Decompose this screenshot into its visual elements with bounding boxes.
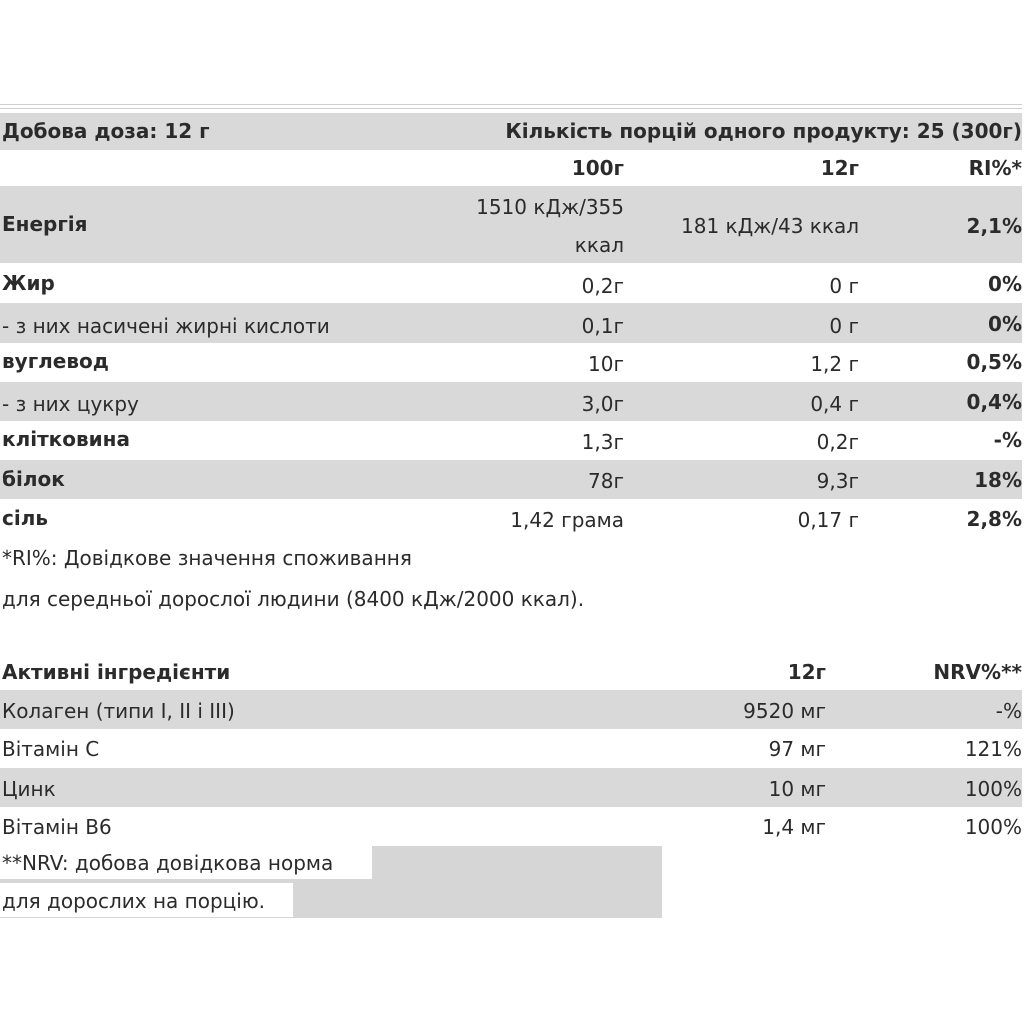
nutrient-per100: 0,1г xyxy=(581,314,624,338)
ingredient-nrv: 121% xyxy=(964,737,1022,761)
nutrient-per-serving: 1,2 г xyxy=(810,352,859,376)
ingredient-name: Цинк xyxy=(2,777,56,801)
nutrient-name: білок xyxy=(2,467,65,491)
col-per-serving: 12г xyxy=(820,156,859,180)
nutrient-per100: 1,3г xyxy=(581,430,624,454)
nutrient-per100: 10г xyxy=(588,352,624,376)
nutrient-name: клітковина xyxy=(2,427,130,451)
top-divider xyxy=(0,104,1022,105)
nutrient-per-serving: 0,2г xyxy=(816,430,859,454)
table-row xyxy=(0,807,1022,846)
col-amount: 12г xyxy=(787,660,826,684)
nutrient-per100: 78г xyxy=(588,469,624,493)
col-nrv: NRV%** xyxy=(933,660,1022,684)
nutrient-ri: 18% xyxy=(974,468,1022,492)
table-row xyxy=(0,690,1022,729)
ingredients-header-row xyxy=(0,652,1022,690)
nrv-footnote-line2: для дорослих на порцію. xyxy=(2,889,266,913)
energy-name: Енергія xyxy=(2,212,88,236)
nutrient-per100: 3,0г xyxy=(581,392,624,416)
ingredient-amount: 97 мг xyxy=(768,737,826,761)
table-row xyxy=(0,729,1022,768)
nutrient-ri: 0,5% xyxy=(966,350,1022,374)
energy-per-serving: 181 кДж/43 ккал xyxy=(681,214,859,238)
table-row xyxy=(0,499,1022,538)
table-row xyxy=(0,343,1022,382)
ingredient-amount: 1,4 мг xyxy=(762,815,826,839)
daily-dose-label: Добова доза: 12 г xyxy=(2,119,210,143)
energy-per100-line2: ккал xyxy=(574,233,624,257)
nrv-footnote-line1: **NRV: добова довідкова норма xyxy=(2,851,334,875)
ingredients-title: Активні інгредієнти xyxy=(2,660,231,684)
ingredient-nrv: 100% xyxy=(964,815,1022,839)
ingredient-name: Колаген (типи I, II і III) xyxy=(2,699,235,723)
top-divider xyxy=(0,108,1022,109)
ri-footnote-line2: для середньої дорослої людини (8400 кДж/2000 ккал). xyxy=(2,587,585,611)
table-row xyxy=(0,263,1022,303)
table-row xyxy=(0,460,1022,499)
table-row xyxy=(0,382,1022,421)
ri-footnote-line1: *RI%: Довідкове значення споживання xyxy=(2,546,412,570)
nutrition-column-header xyxy=(0,150,1022,186)
col-ri: RI%* xyxy=(968,156,1022,180)
nutrient-name: Жир xyxy=(2,271,55,295)
ingredient-name: Вітамін B6 xyxy=(2,815,112,839)
nutrition-header-row xyxy=(0,113,1022,150)
nutrient-per-serving: 9,3г xyxy=(816,469,859,493)
table-row xyxy=(0,421,1022,460)
nutrient-name: сіль xyxy=(2,506,49,530)
nutrient-ri: 0% xyxy=(988,312,1022,336)
nutrient-per-serving: 0,17 г xyxy=(797,508,859,532)
table-row xyxy=(0,303,1022,343)
nutrient-ri: 2,8% xyxy=(966,507,1022,531)
nutrient-ri: -% xyxy=(993,428,1022,452)
nutrient-per100: 0,2г xyxy=(581,274,624,298)
servings-count-label: Кількість порцій одного продукту: 25 (300г) xyxy=(505,119,1022,143)
ingredient-name: Вітамін C xyxy=(2,737,100,761)
ingredient-nrv: 100% xyxy=(964,777,1022,801)
nutrient-name: - з них цукру xyxy=(2,392,139,416)
ingredient-amount: 10 мг xyxy=(768,777,826,801)
ingredient-amount: 9520 мг xyxy=(743,699,826,723)
nutrient-name: - з них насичені жирні кислоти xyxy=(2,314,330,338)
col-per100: 100г xyxy=(571,156,624,180)
energy-row xyxy=(0,186,1022,263)
energy-per100-line1: 1510 кДж/355 xyxy=(476,195,624,219)
ingredient-nrv: -% xyxy=(995,699,1022,723)
nutrient-per-serving: 0 г xyxy=(829,314,859,338)
nutrient-per-serving: 0,4 г xyxy=(810,392,859,416)
nutrient-name: вуглевод xyxy=(2,349,109,373)
nutrient-ri: 0,4% xyxy=(966,390,1022,414)
table-row xyxy=(0,768,1022,807)
nutrient-per-serving: 0 г xyxy=(829,274,859,298)
nutrient-ri: 0% xyxy=(988,272,1022,296)
energy-ri: 2,1% xyxy=(966,214,1022,238)
nutrient-per100: 1,42 грама xyxy=(510,508,624,532)
